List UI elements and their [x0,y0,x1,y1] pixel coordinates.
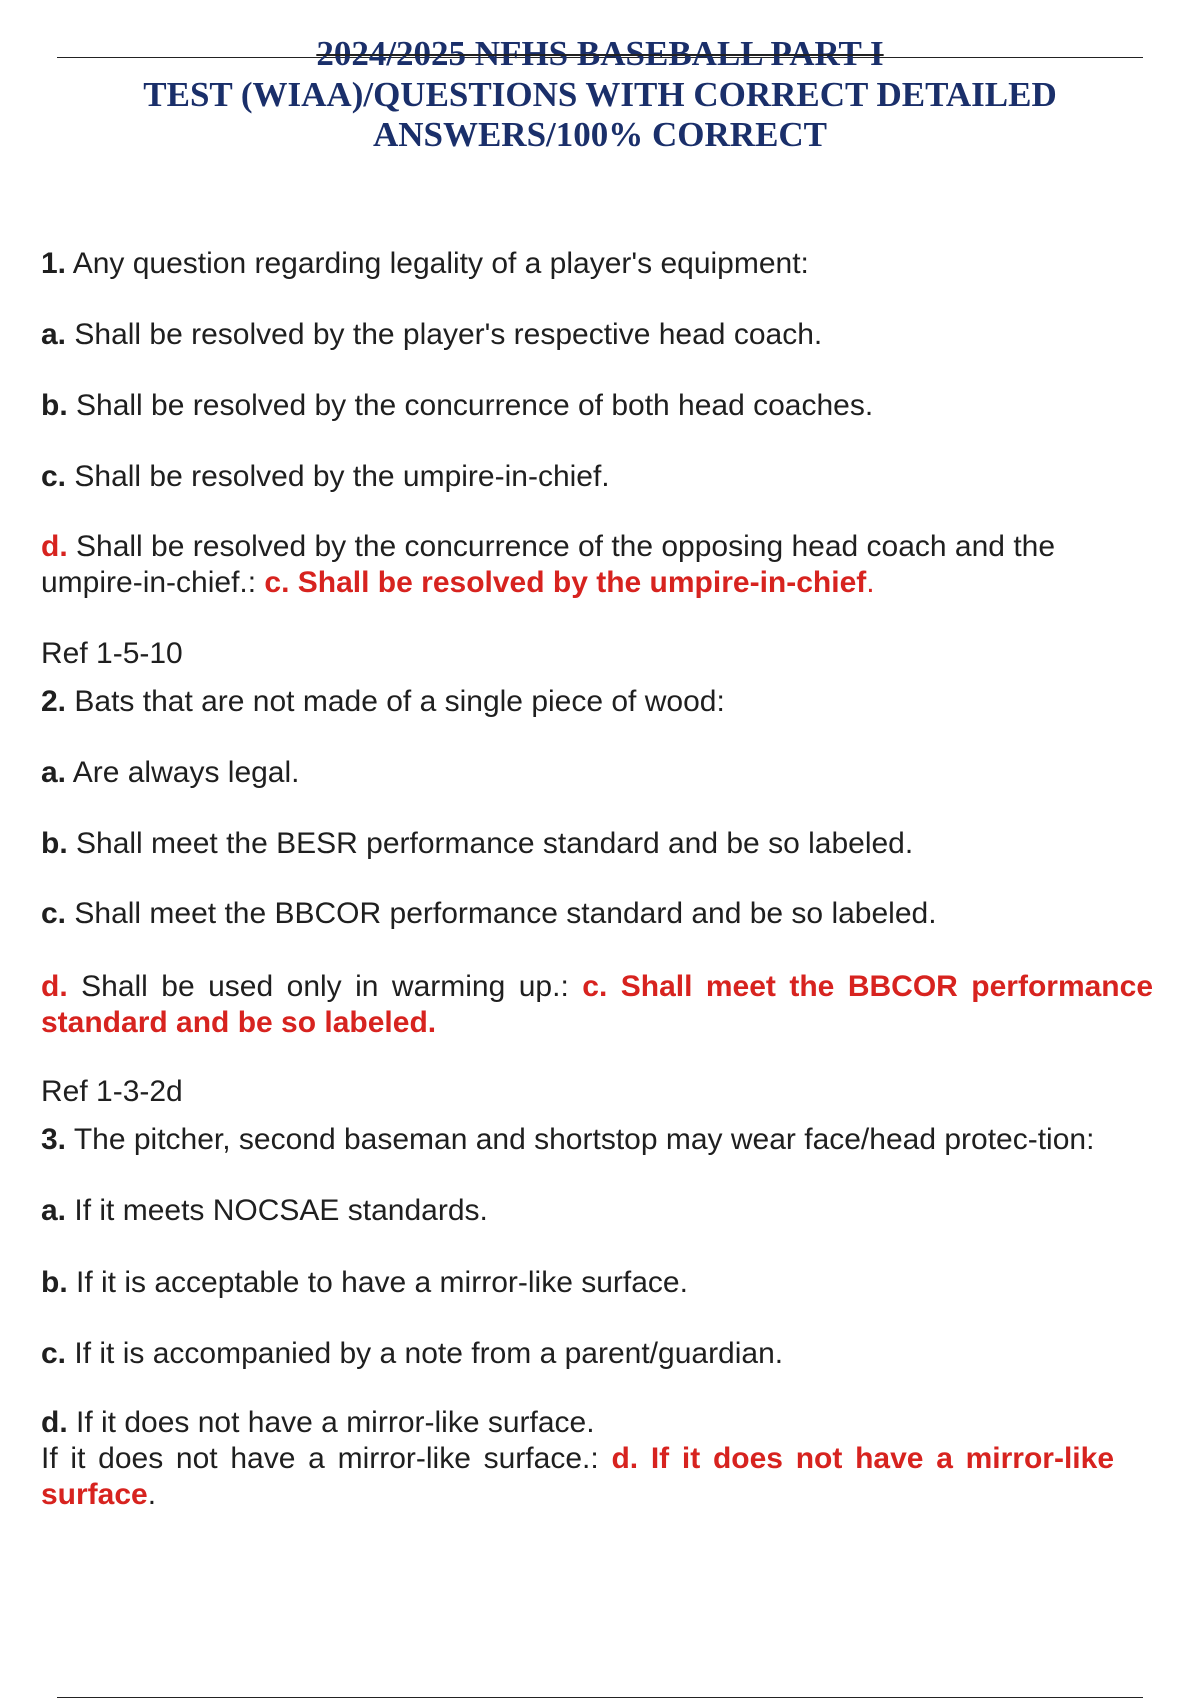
option-label: c. [41,460,67,493]
option-label: b. [41,389,68,422]
q1-answer-line [41,565,1171,601]
q1-option-d [41,529,1171,565]
question-number: 3. [41,1123,67,1156]
q3-option-d [41,1405,1171,1441]
q2-option-c [41,896,1171,932]
document-title-line-1: 2024/2025 NFHS BASEBALL PART I [316,34,884,73]
question-number: 1. [41,247,67,280]
answer-period: . [866,566,875,599]
q3-option-b [41,1265,1171,1301]
option-label: d. [41,1406,68,1439]
option-label: a. [41,756,67,789]
correct-answer: d. If it does not have a mirror-like surface [41,1442,1115,1511]
q2-option-d [41,969,1153,1041]
option-label: a. [41,318,67,351]
option-text: If it is acceptable to have a mirror-like surface. [76,1266,688,1299]
option-text: Shall be used only in warming up.: [81,970,569,1003]
option-label: c. [41,897,67,930]
option-label: c. [41,1337,67,1370]
document-title-line-3: ANSWERS/100% CORRECT [372,115,828,154]
q1-reference: Ref 1-5-10 [41,637,183,670]
correct-answer: c. Shall be resolved by the umpire-in-chief [264,566,867,599]
option-text: If it does not have a mirror-like surface. [76,1406,595,1439]
option-label: a. [41,1194,67,1227]
option-label: d. [41,530,68,563]
option-text: Shall be resolved by the concurrence of both head coaches. [76,389,874,422]
bottom-rule [57,1697,1143,1698]
option-text: Shall be resolved by the umpire-in-chief. [74,460,610,493]
q2-option-a [41,755,1171,791]
option-text: Shall be resolved by the concurrence of the opposing head coach and the [76,530,1056,563]
option-text-continued: umpire-in-chief.: [41,566,257,599]
question-number: 2. [41,685,67,718]
question-1 [41,246,1171,282]
correct-answer: c. Shall meet the BBCOR performance standard and be so labeled. [41,970,1154,1039]
option-label: d. [41,970,68,1003]
q1-option-b [41,388,1171,424]
q3-option-c [41,1336,1171,1372]
option-text-repeat: If it does not have a mirror-like surface.: [41,1442,599,1475]
answer-period: . [147,1478,157,1511]
q3-option-a [41,1193,1171,1229]
option-text: Are always legal. [72,756,300,789]
q3-answer-line [41,1441,1114,1513]
question-text: Any question regarding legality of a player's equipment: [72,247,809,280]
option-text: If it is accompanied by a note from a parent/guardian. [74,1337,784,1370]
option-label: b. [41,827,68,860]
q2-reference: Ref 1-3-2d [41,1075,183,1108]
q2-option-b [41,826,1171,862]
option-text: Shall meet the BBCOR performance standard and be so labeled. [74,897,937,930]
option-text: Shall be resolved by the player's respective head coach. [74,318,823,351]
option-text: If it meets NOCSAE standards. [74,1194,488,1227]
question-text: Bats that are not made of a single piece of wood: [74,685,725,718]
question-text: The pitcher, second baseman and shortstop may wear face/head protec-tion: [73,1123,1095,1156]
question-2 [41,684,1171,720]
option-label: b. [41,1266,68,1299]
q1-option-a [41,317,1171,353]
document-title-line-2: TEST (WIAA)/QUESTIONS WITH CORRECT DETAILED [143,75,1057,114]
option-text: Shall meet the BESR performance standard and be so labeled. [76,827,914,860]
q1-option-c [41,459,1171,495]
question-3 [41,1122,1171,1158]
